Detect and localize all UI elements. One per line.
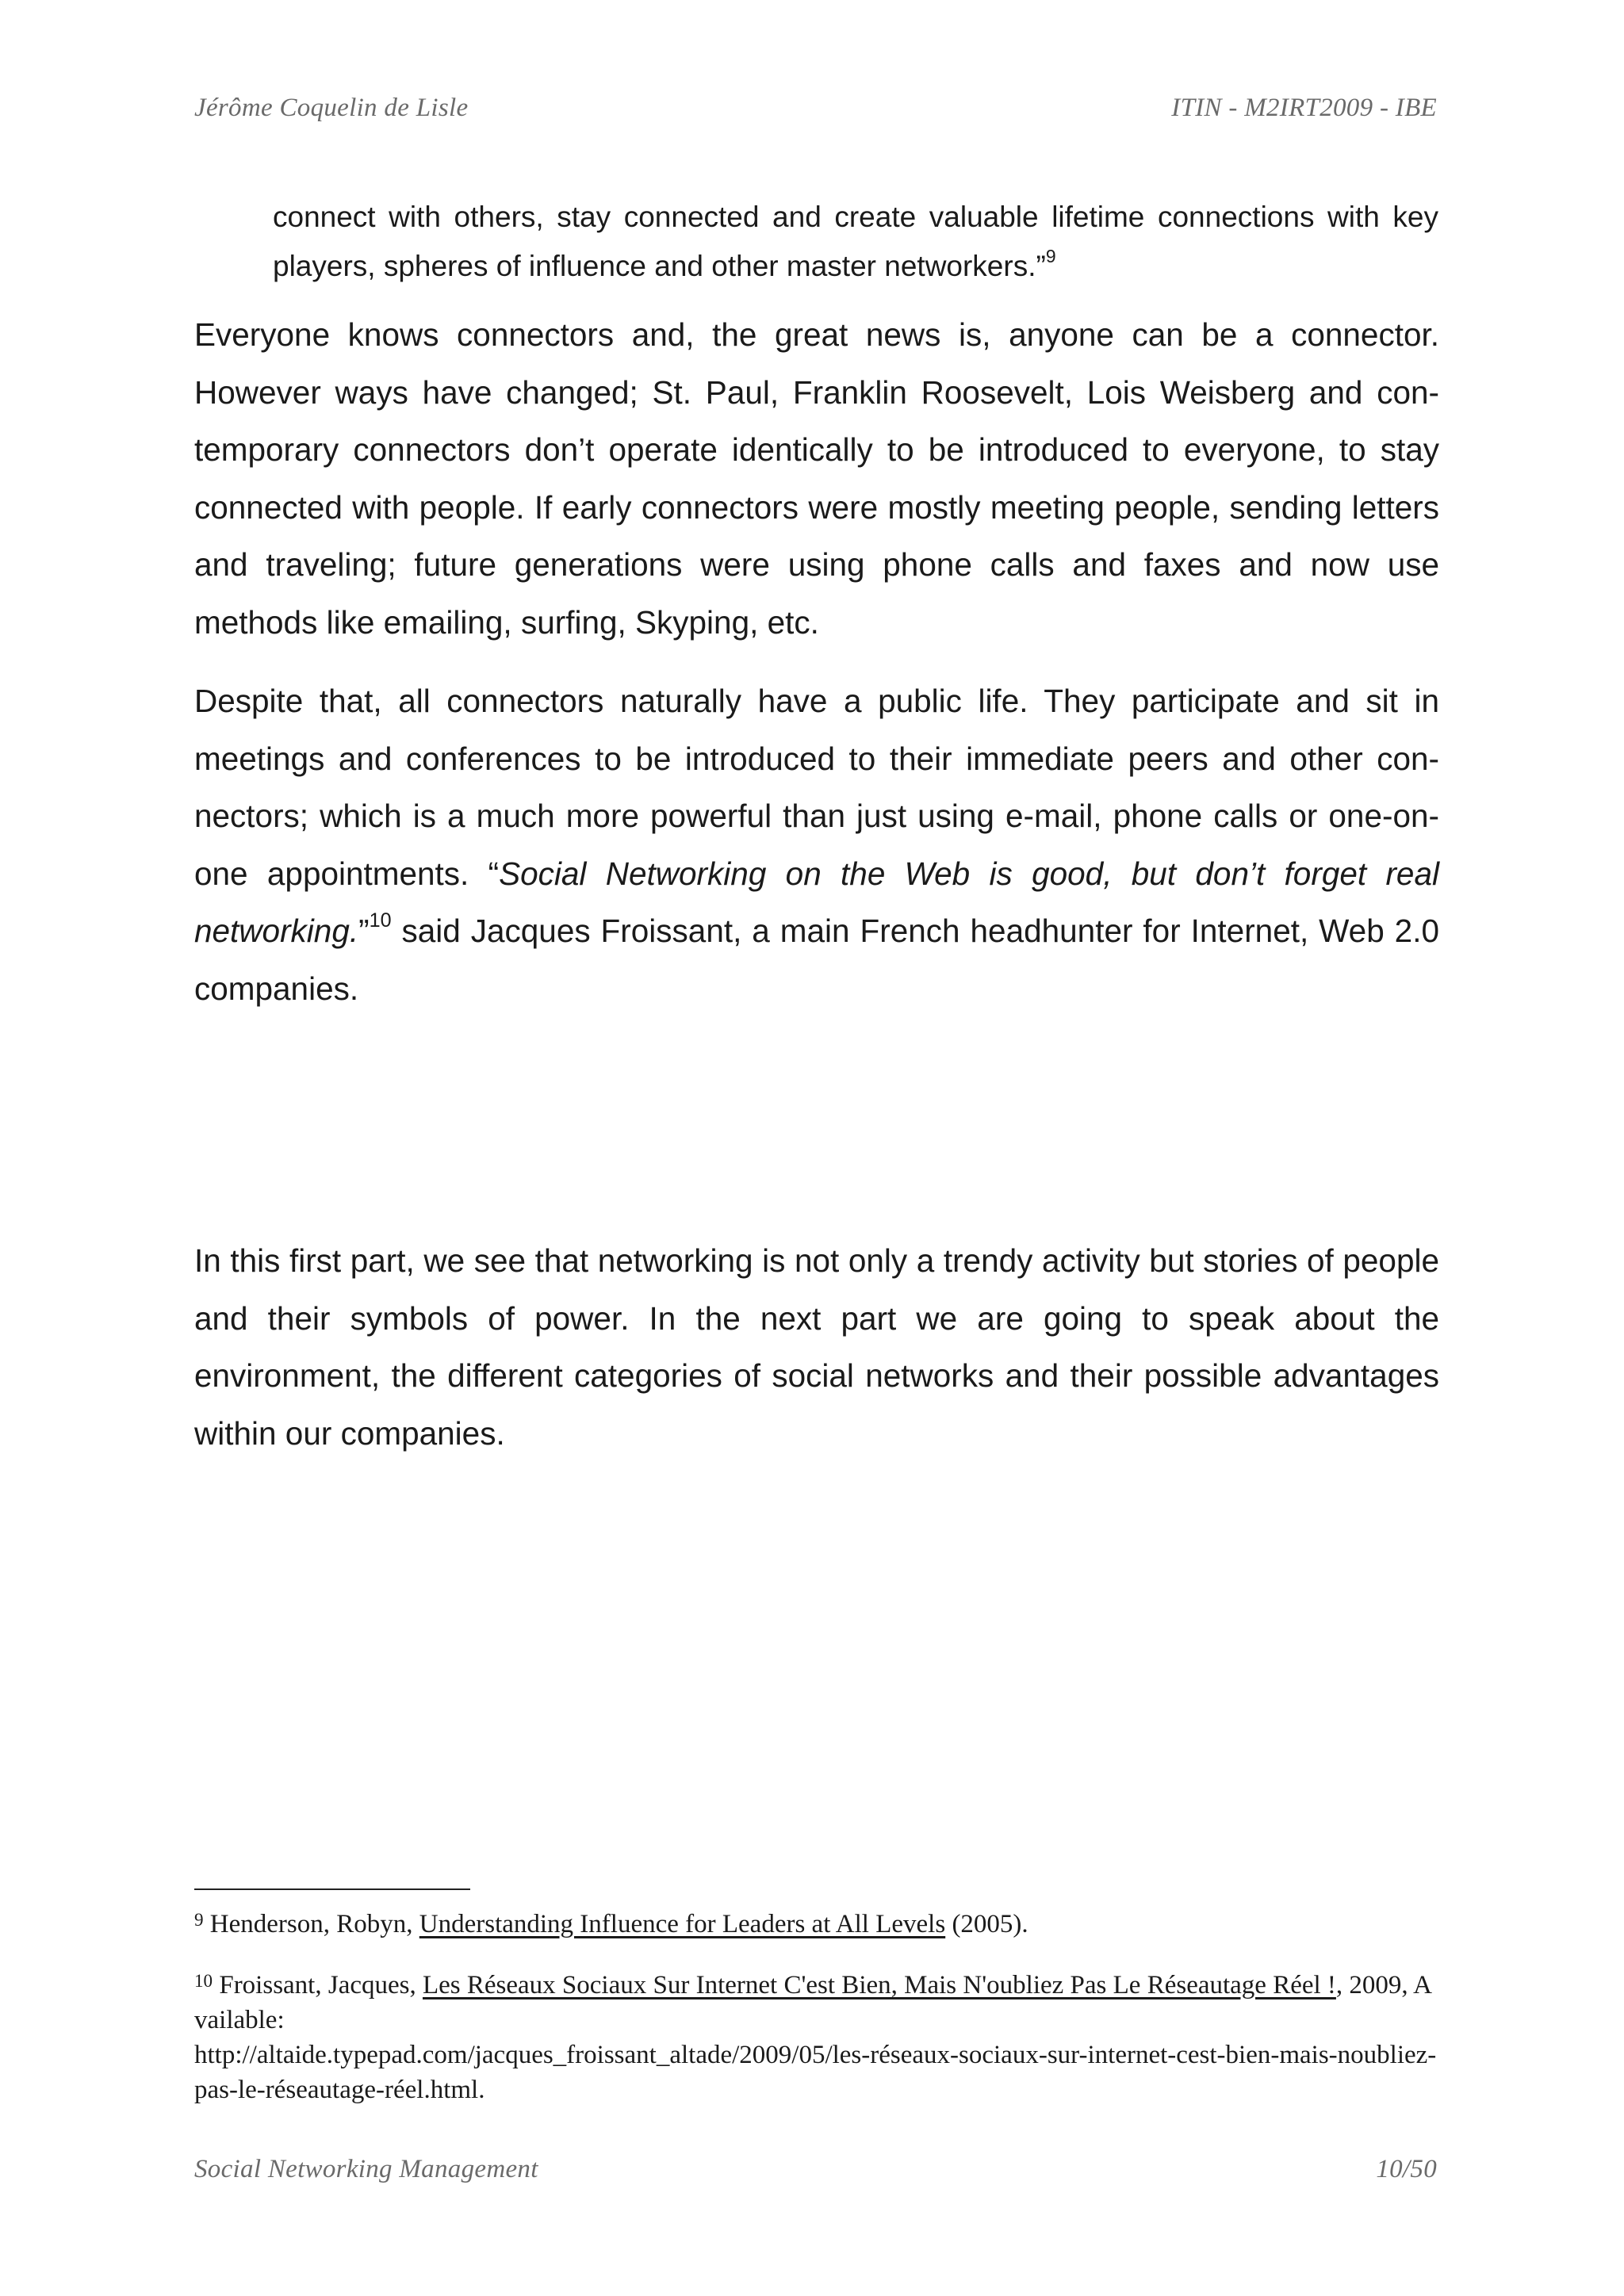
footnote-9-title: Understanding Influence for Leaders at All Levels — [419, 1910, 946, 1938]
paragraph-public-life — [194, 672, 1439, 1017]
footnote-ref-10[interactable]: 10 — [369, 909, 392, 932]
footnote-9-year: (2005). — [945, 1910, 1028, 1938]
header-author: Jérôme Coquelin de Lisle — [194, 94, 469, 122]
paragraph-public-life-text: Despite that, all connectors naturally have a public life. They participate and sit in meetings and conferences to be introduced to their immediate peers and other connectors; which is a much more powerful than just using e-mail, phone calls or one-on-one appointments. “ — [194, 683, 1439, 892]
page-number: 10/50 — [1376, 2155, 1437, 2183]
block-quote — [273, 193, 1438, 291]
footnote-10 — [194, 1968, 1439, 2107]
paragraph-first-part-summary: In this first part, we see that networking is not only a trendy activity but stories of people and their symbols of power. In the next part we are going to speak about the environment, the different categories of social networks and their possible advantages within our companies. — [194, 1242, 1439, 1452]
paragraph-public-life-tail: said Jacques Froissant, a main French headhunter for Internet, Web 2.0 companies. — [194, 913, 1439, 1007]
quote-text: connect with others, stay connected and create valuable lifetime connections with key players, spheres of influence and other master networkers.” — [273, 201, 1438, 282]
froissant-quote: Social Networking on the Web is good, but don’t forget real networking. — [194, 855, 1439, 949]
footnote-10-availability: , 2009, Available: — [194, 1971, 1432, 2034]
paragraph-connectors: Everyone knows connectors and, the great news is, anyone can be a connector. However ways have changed; St. Paul, Franklin Roosevelt, Lois Weisberg and contemporary connectors don’t operate identically to be introduced to everyone, to stay connected with people. If early connectors were mostly meeting people, sending letters and traveling; future generations were using phone calls and faxes and now use methods like emailing, surfing, Skyping, etc. — [194, 316, 1439, 641]
footnote-10-number: 10 — [194, 1969, 213, 1991]
footnote-separator — [194, 1888, 470, 1890]
header-course: ITIN - M2IRT2009 - IBE — [1171, 94, 1437, 122]
footnote-10-author: Froissant, Jacques, — [213, 1971, 423, 1999]
footnote-ref-9[interactable]: 9 — [1045, 245, 1056, 266]
footnote-9-author: Henderson, Robyn, — [203, 1910, 419, 1938]
page-footer — [194, 2155, 1437, 2184]
footnote-10-title: Les Réseaux Sociaux Sur Internet C'est Bien, Mais N'oubliez Pas Le Réseautage Réel ! — [422, 1971, 1336, 1999]
footnote-9 — [194, 1907, 1439, 1942]
footer-title: Social Networking Management — [194, 2155, 538, 2183]
footnote-10-url[interactable]: http://altaide.typepad.com/jacques_froissant_altade/2009/05/les-réseaux-sociaux-sur-internet-cest-bien-mais-noubliez-pas-le-réseautage-réel.html. — [194, 2041, 1437, 2104]
footnote-9-number: 9 — [194, 1908, 204, 1930]
page-header — [194, 94, 1437, 123]
closing-quote-mark: ” — [358, 913, 370, 949]
